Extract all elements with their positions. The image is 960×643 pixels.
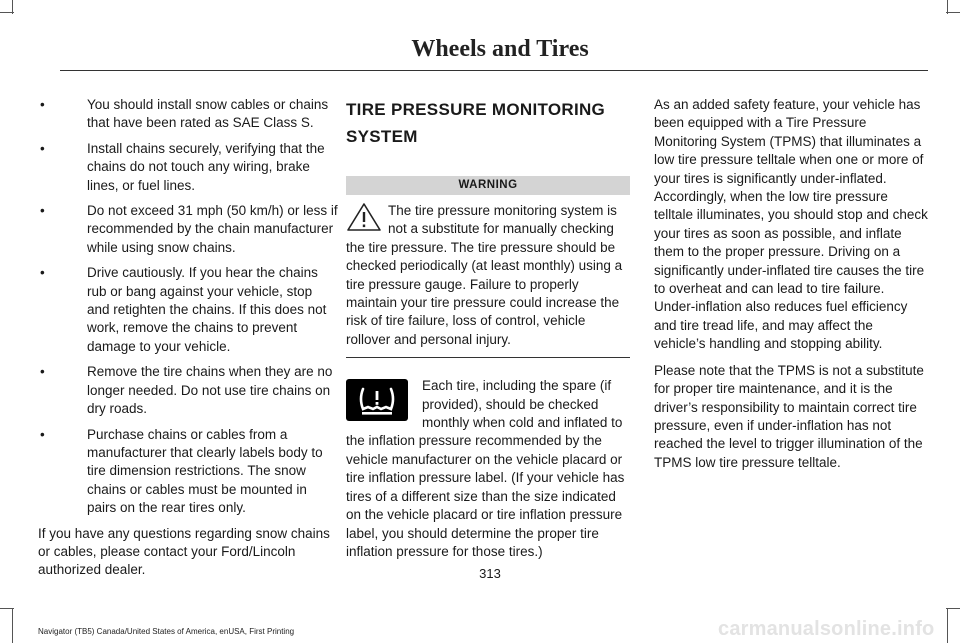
tpms-check-paragraph: Each tire, including the spare (if provided), should be checked monthly when cold and inflated to the inflation pressure recommended by the vehicle manufacturer on the vehicle placard or tire inflation pressure label. (If your vehicle has tires of a different size than the size indicated on the vehicle placard or tire inflation pressure label, you should determine the proper tire inflation pressure for those tires.)	[346, 378, 625, 559]
section-title-line: TIRE PRESSURE MONITORING	[346, 100, 606, 119]
crop-mark	[946, 12, 960, 13]
bullet-dot: •	[40, 265, 45, 281]
list-item	[38, 140, 338, 195]
bullet-text: You should install snow cables or chains that have been rated as SAE Class S.	[87, 97, 329, 131]
tpms-telltale-glyph	[354, 383, 400, 417]
tpms-paragraph-block	[346, 377, 630, 561]
bullet-text: Purchase chains or cables from a manufacturer that clearly labels body to tire dimension restrictions. The snow chains or cables must be mounted in pairs on the rear tires only.	[87, 426, 323, 516]
tpms-note-paragraph: Please note that the TPMS is not a substitute for proper tire maintenance, and it is the driver’s responsibility to maintain correct tire pressure, even if under-inflation has not reached the level to trigger illumination of the TPMS low tire pressure telltale.	[654, 362, 924, 470]
snow-chain-bullet-list	[38, 96, 338, 518]
crop-mark	[12, 608, 13, 643]
bullet-dot: •	[40, 364, 45, 380]
section-title	[346, 96, 630, 150]
crop-mark	[946, 608, 960, 609]
right-column	[654, 96, 928, 480]
dealer-contact-paragraph: If you have any questions regarding snow chains or cables, please contact your Ford/Lincoln authorized dealer.	[38, 525, 330, 578]
list-item	[38, 96, 338, 133]
list-item	[38, 264, 338, 356]
crop-mark	[0, 12, 14, 13]
warning-text: The tire pressure monitoring system is not a substitute for manually checking the tire pressure. The tire pressure should be checked periodically (at least monthly) using a tire pressure gauge. Failure to properly maintain your tire pressure could increase the risk of tire failure, loss of control, vehicle rollover and personal injury.	[346, 203, 623, 347]
bullet-dot: •	[40, 203, 45, 219]
middle-column	[346, 96, 630, 561]
list-item	[38, 426, 338, 518]
header-divider	[60, 70, 928, 71]
left-column	[38, 96, 338, 588]
section-title-line: SYSTEM	[346, 127, 418, 146]
tpms-description-paragraph: As an added safety feature, your vehicle has been equipped with a Tire Pressure Monitoring System (TPMS) that illuminates a low tire pressure telltale when one or more of your tires is significantly under-inflated. Accordingly, when the low tire pressure telltale illuminates, you should stop and check your tires as soon as possible, and inflate them to the proper pressure. Driving on a significantly under-inflated tire causes the tire to overheat and can lead to tire failure. Under-inflation also reduces fuel efficiency and tire tread life, and may affect the vehicle’s handling and stopping ability.	[654, 97, 928, 352]
bullet-text: Do not exceed 31 mph (50 km/h) or less if recommended by the chain manufacturer while using snow chains.	[87, 203, 338, 255]
crop-mark	[0, 608, 14, 609]
tpms-telltale-icon	[346, 379, 408, 421]
warning-label: WARNING	[346, 176, 630, 195]
bullet-text: Drive cautiously. If you hear the chains rub or bang against your vehicle, stop and retighten the chains. If this does not work, remove the chains to prevent damage to your vehicle.	[87, 265, 327, 354]
page-header-title: Wheels and Tires	[411, 36, 589, 62]
bullet-text: Install chains securely, verifying that the chains do not touch any wiring, brake lines, or fuel lines.	[87, 140, 325, 193]
watermark: carmanualsonline.info	[718, 618, 935, 640]
list-item	[38, 202, 338, 257]
list-item	[38, 363, 338, 418]
footer-printing-info: Navigator (TB5) Canada/United States of America, enUSA, First Printing	[38, 627, 295, 636]
bullet-dot: •	[40, 140, 45, 156]
warning-triangle-icon	[346, 202, 382, 232]
page-number: 313	[479, 566, 501, 581]
crop-mark	[947, 608, 948, 643]
bullet-text: Remove the tire chains when they are no longer needed. Do not use tire chains on dry roads.	[87, 364, 333, 417]
bullet-dot: •	[40, 97, 45, 112]
warning-box	[346, 176, 630, 358]
bullet-dot: •	[40, 426, 45, 442]
